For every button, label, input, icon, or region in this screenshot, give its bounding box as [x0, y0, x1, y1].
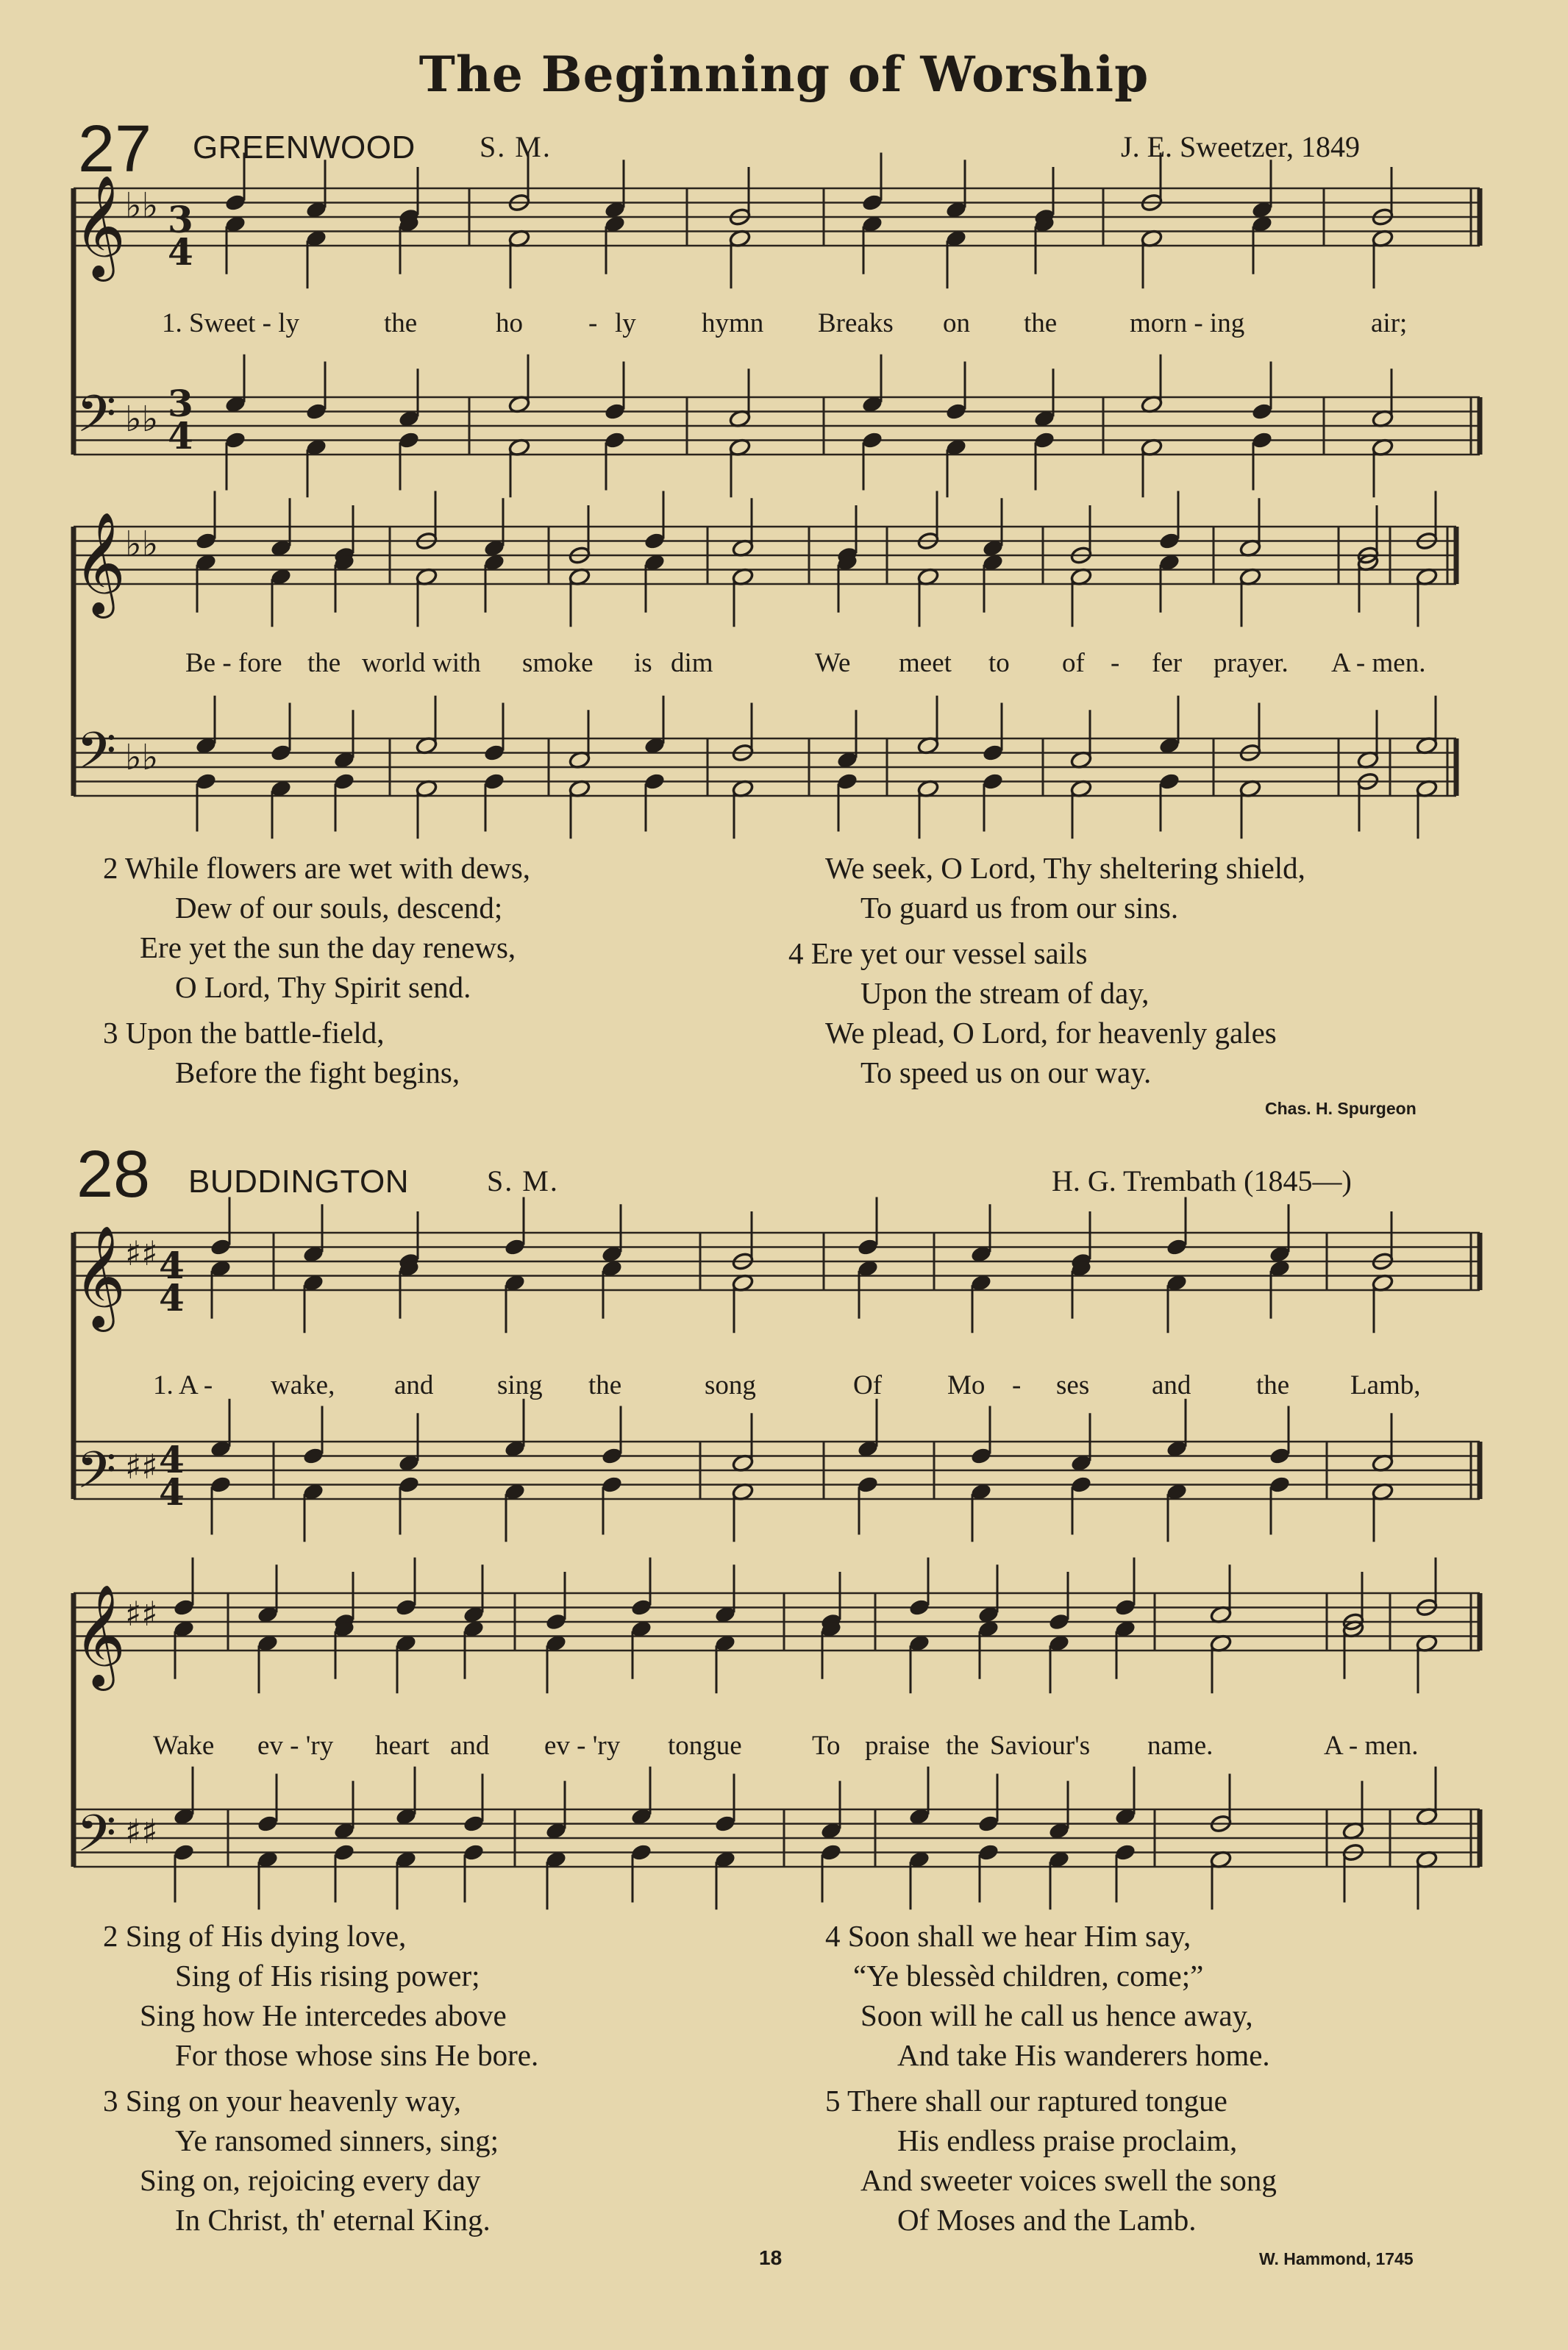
lyric-syllable: the — [307, 648, 341, 678]
lyric-syllable: A - men. — [1324, 1731, 1419, 1761]
lyric-syllable: the — [588, 1370, 622, 1400]
lyric-syllable: ho — [496, 308, 523, 338]
flat-icon: ♭♭ — [125, 399, 159, 440]
lyric-syllable: 1. A - — [153, 1370, 213, 1400]
lyric-syllable: - — [1012, 1370, 1022, 1400]
verse-line: In Christ, th' eternal King. — [175, 2203, 491, 2237]
time-signature-numerator: 4 — [159, 1438, 185, 1481]
verse-line: Sing how He intercedes above — [140, 1998, 507, 2032]
lyric-syllable: To — [812, 1731, 841, 1761]
hymn-27-number: 27 — [78, 113, 152, 186]
lyric-syllable: ses — [1056, 1370, 1090, 1400]
lyric-syllable: is — [634, 648, 652, 678]
bass-clef-icon: 𝄢 — [76, 1440, 117, 1512]
verse-line: And take His wanderers home. — [897, 2038, 1270, 2072]
lyric-syllable: with — [432, 648, 481, 678]
lyric-syllable: Be - fore — [185, 648, 282, 678]
hymn-28-author: W. Hammond, 1745 — [1259, 2249, 1414, 2268]
lyric-syllable: A - men. — [1331, 648, 1426, 678]
verse-line: Sing on, rejoicing every day — [140, 2163, 481, 2197]
page-title: The Beginning of Worship — [418, 46, 1150, 103]
verse-line: To guard us from our sins. — [860, 891, 1179, 925]
lyric-syllable: ev - 'ry — [544, 1731, 621, 1761]
verse-line: Of Moses and the Lamb. — [897, 2203, 1197, 2237]
hymn-27-author: Chas. H. Spurgeon — [1265, 1099, 1416, 1118]
lyric-syllable: Lamb, — [1350, 1370, 1421, 1400]
lyric-syllable: fer — [1152, 648, 1183, 678]
lyric-syllable: and — [394, 1370, 434, 1400]
verse-line: Sing of His rising power; — [175, 1959, 480, 1993]
lyric-syllable: and — [1152, 1370, 1191, 1400]
time-signature-denominator: 4 — [168, 414, 193, 457]
verse-line: 3 Upon the battle-field, — [103, 1016, 385, 1050]
lyric-syllable: wake, — [271, 1370, 335, 1400]
time-signature-numerator: 3 — [168, 198, 193, 241]
time-signature-denominator: 4 — [168, 230, 193, 274]
treble-clef-icon: 𝄞 — [74, 512, 126, 614]
page-number: 18 — [759, 2246, 783, 2269]
lyric-syllable: on — [943, 308, 970, 338]
lyric-syllable: and — [450, 1731, 490, 1761]
lyric-syllable: of — [1062, 648, 1085, 678]
verse-line: O Lord, Thy Spirit send. — [175, 970, 471, 1004]
verse-line: Before the fight begins, — [175, 1055, 460, 1089]
lyric-syllable: the — [1256, 1370, 1290, 1400]
sharp-icon: ♯♯ — [125, 1447, 158, 1486]
verse-line: Ye ransomed sinners, sing; — [175, 2123, 499, 2157]
verse-line: His endless praise proclaim, — [897, 2123, 1238, 2157]
lyric-syllable: ly — [615, 308, 636, 338]
lyric-syllable: heart — [375, 1731, 430, 1761]
flat-icon: ♭♭ — [125, 524, 159, 565]
treble-clef-icon: 𝄞 — [74, 1584, 126, 1687]
hymn-28-meter: S. M. — [487, 1164, 559, 1197]
time-signature-numerator: 3 — [168, 382, 193, 425]
lyric-syllable: tongue — [668, 1731, 742, 1761]
lyric-syllable: 1. Sweet - ly — [162, 308, 300, 338]
flat-icon: ♭♭ — [125, 737, 159, 778]
treble-clef-icon: 𝄞 — [74, 175, 126, 277]
lyric-syllable: hymn — [702, 308, 764, 338]
hymn-28-composer: H. G. Trembath (1845—) — [1052, 1164, 1352, 1197]
lyric-syllable: morn - ing — [1130, 308, 1245, 338]
lyric-syllable: meet — [899, 648, 952, 678]
lyric-syllable: - — [1111, 648, 1120, 678]
treble-clef-icon: 𝄞 — [74, 1225, 126, 1328]
bass-clef-icon: 𝄢 — [76, 1804, 117, 1876]
time-signature-numerator: 4 — [159, 1244, 185, 1287]
verse-line: “Ye blessèd children, come;” — [853, 1959, 1204, 1993]
lyric-syllable: smoke — [522, 648, 594, 678]
verse-line: 2 Sing of His dying love, — [103, 1919, 407, 1953]
lyric-syllable: song — [705, 1370, 756, 1400]
verse-line: Soon will he call us hence away, — [860, 1998, 1253, 2032]
verse-line: 3 Sing on your heavenly way, — [103, 2084, 461, 2118]
hymn-28-number: 28 — [76, 1138, 151, 1211]
lyric-syllable: Mo — [947, 1370, 986, 1400]
flat-icon: ♭♭ — [125, 185, 159, 227]
hymn-28-tune-name: BUDDINGTON — [188, 1164, 409, 1200]
verse-line: Dew of our souls, descend; — [175, 891, 503, 925]
lyric-syllable: sing — [497, 1370, 543, 1400]
sharp-icon: ♯♯ — [125, 1594, 158, 1634]
hymn-27-meter: S. M. — [480, 130, 552, 163]
verse-line: Ere yet the sun the day renews, — [140, 930, 516, 964]
lyric-syllable: - — [588, 308, 598, 338]
lyric-syllable: praise — [865, 1731, 930, 1761]
hymn-27-tune-name: GREENWOOD — [193, 129, 416, 165]
verse-line: 4 Soon shall we hear Him say, — [825, 1919, 1191, 1953]
lyric-syllable: air; — [1371, 308, 1408, 338]
lyric-syllable: dim — [671, 648, 713, 678]
bass-clef-icon: 𝄢 — [76, 721, 117, 793]
lyric-syllable: name. — [1147, 1731, 1214, 1761]
lyric-syllable: Saviour's — [990, 1731, 1091, 1761]
hymn-27-composer: J. E. Sweetzer, 1849 — [1121, 130, 1360, 163]
lyric-syllable: the — [384, 308, 418, 338]
lyric-syllable: Of — [853, 1370, 883, 1400]
lyric-syllable: We — [815, 648, 851, 678]
verse-line: For those whose sins He bore. — [175, 2038, 539, 2072]
verse-line: To speed us on our way. — [860, 1055, 1152, 1089]
verse-line: And sweeter voices swell the song — [860, 2163, 1277, 2197]
bass-clef-icon: 𝄢 — [76, 384, 117, 456]
lyric-syllable: the — [1024, 308, 1058, 338]
verse-line: Upon the stream of day, — [860, 976, 1150, 1010]
lyric-syllable: prayer. — [1214, 648, 1289, 678]
time-signature-denominator: 4 — [159, 1470, 185, 1514]
sharp-icon: ♯♯ — [125, 1233, 158, 1273]
sharp-icon: ♯♯ — [125, 1812, 158, 1851]
lyric-syllable: the — [946, 1731, 980, 1761]
verse-line: We seek, O Lord, Thy sheltering shield, — [825, 851, 1305, 885]
lyric-syllable: world — [362, 648, 426, 678]
lyric-syllable: ev - 'ry — [257, 1731, 334, 1761]
verse-line: We plead, O Lord, for heavenly gales — [825, 1016, 1277, 1050]
time-signature-denominator: 4 — [159, 1276, 185, 1320]
verse-line: 2 While flowers are wet with dews, — [103, 851, 531, 885]
verse-line: 5 There shall our raptured tongue — [825, 2084, 1227, 2118]
verse-line: 4 Ere yet our vessel sails — [788, 936, 1088, 970]
lyric-syllable: to — [988, 648, 1010, 678]
lyric-syllable: Breaks — [818, 308, 894, 338]
lyric-syllable: Wake — [153, 1731, 215, 1761]
